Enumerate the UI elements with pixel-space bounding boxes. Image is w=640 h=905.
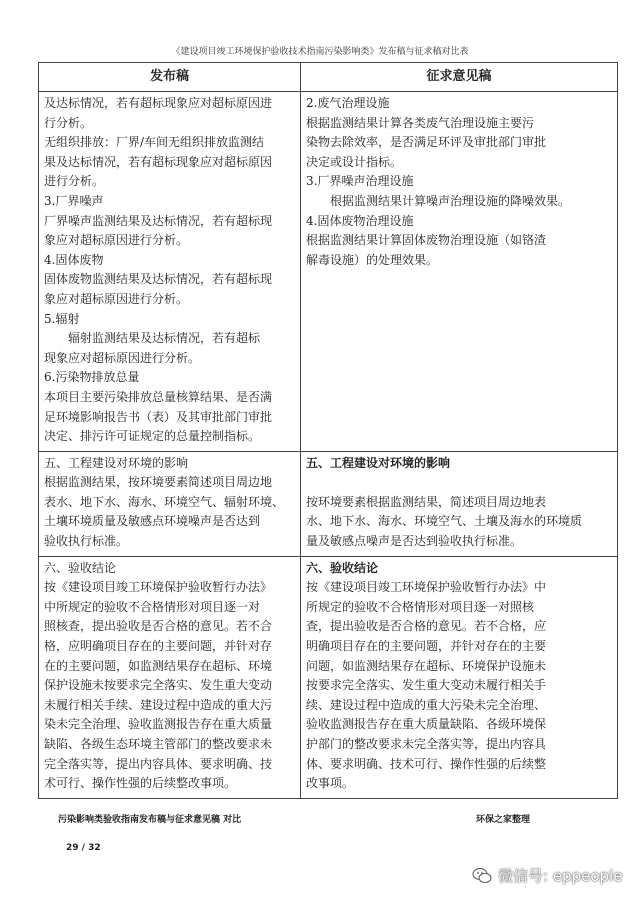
- text-line: 4.固体废物治理设施: [306, 213, 414, 228]
- text-line: 量及敏感点噪声是否达到验收执行标准。: [306, 534, 523, 549]
- text-line: 6.污染物排放总量: [44, 370, 140, 385]
- text-line: 染未完全治理、验收监测报告存在重大质量: [44, 717, 273, 732]
- text-line: [306, 473, 614, 493]
- text-line: 查，提出验收是否合格的意见。若不合格，应: [306, 619, 547, 634]
- column-header-draft: 征求意见稿: [426, 69, 492, 84]
- section-heading: 六、验收结论: [306, 560, 379, 575]
- text-line: 本项目主要污染排放总量核算结果、是否满: [44, 389, 273, 404]
- table-header-row: [39, 63, 617, 91]
- text-line: 保护设施未按要求完全落实、发生重大变动: [44, 678, 273, 693]
- text-line: 表水、地下水、海水、环境空气、辐射环境、: [44, 494, 285, 509]
- text-line: 染物去除效率，是否满足环评及审批部门审批: [306, 135, 547, 150]
- text-line: 固体废物监测结果及达标情况，若有超标现: [44, 272, 273, 287]
- text-line: 体、要求明确、技术可行、操作性强的后续整: [306, 756, 547, 771]
- text-line: 问题，如监测结果存在超标、环境保护设施未: [306, 658, 547, 673]
- text-line: 护部门的整改要求未完全落实等，提出内容具: [306, 737, 547, 751]
- page-header: 《建设项目竣工环境保护验收技术指南污染影响类》发布稿与征求稿对比表: [171, 47, 469, 57]
- text-line: 无组织排放：厂界/车间无组织排放监测结: [44, 135, 265, 150]
- text-line: 格，应明确项目存在的主要问题，并针对存: [44, 639, 273, 654]
- text-line: 及达标情况，若有超标现象应对超标原因进: [44, 96, 273, 110]
- text-line: 现象应对超标原因进行分析。: [44, 350, 201, 365]
- text-line: 验收执行标准。: [44, 534, 129, 549]
- text-line: 所规定的验收不合格情形对项目逐一对照核: [306, 599, 535, 614]
- table-row: [39, 91, 617, 451]
- text-line: 根据监测结果，按环境要素简述项目周边地: [44, 475, 273, 490]
- text-line: 果及达标情况，若有超标现象应对超标原因: [44, 154, 273, 169]
- text-line: 2.废气治理设施: [306, 96, 390, 110]
- text-line: 改事项。: [306, 776, 355, 791]
- text-line: 3.厂界噪声: [44, 193, 104, 208]
- wechat-icon: [472, 866, 492, 886]
- published-cell: [39, 92, 301, 451]
- published-cell: [39, 452, 301, 556]
- footer-credit: 环保之家整理: [476, 815, 531, 825]
- text-line: 行分析。: [44, 115, 93, 130]
- text-line: 4.固体废物: [44, 252, 104, 267]
- table-row: [39, 451, 617, 556]
- text-line: 按要求完全落实、发生重大变动未履行相关手: [306, 678, 547, 693]
- draft-cell: [301, 557, 617, 798]
- text-line: 决定、排污许可证规定的总量控制指标。: [44, 429, 261, 444]
- text-line: 照核查，提出验收是否合格的意见。若不合: [44, 619, 273, 634]
- comparison-table: [38, 62, 618, 799]
- column-header-published: 发布稿: [39, 63, 301, 91]
- text-line: 土壤环境质量及敏感点环境噪声是否达到: [44, 514, 261, 529]
- watermark-text: 微信号: eppeople: [498, 867, 623, 885]
- text-line: 完全落实等，提出内容具体、要求明确、技: [44, 756, 273, 771]
- text-line: 厂界噪声监测结果及达标情况，若有超标现: [44, 213, 273, 228]
- table-body: [39, 91, 617, 798]
- text-line: 按《建设项目竣工环境保护验收暂行办法》中: [306, 580, 547, 595]
- text-line: 水、地下水、海水、环境空气、土壤及海水的环境质: [306, 514, 583, 529]
- page-number: 29 / 32: [66, 843, 101, 853]
- text-line: 按《建设项目竣工环境保护验收暂行办法》: [44, 580, 273, 595]
- text-line: 中所规定的验收不合格情形对项目逐一对: [44, 599, 261, 614]
- wechat-watermark: [472, 865, 622, 886]
- text-line: 解毒设施）的处理效果。: [306, 252, 439, 267]
- section-heading: 五、工程建设对环境的影响: [306, 455, 451, 470]
- text-line: 根据监测结果计算各类废气治理设施主要污: [306, 115, 535, 130]
- text-line: 按环境要素根据监测结果，简述项目周边地表: [306, 494, 547, 509]
- text-line: 续、建设过程中造成的重大污染未完全治理、: [306, 697, 547, 712]
- text-line: 象应对超标原因进行分析。: [44, 291, 189, 306]
- draft-cell: [301, 92, 617, 451]
- text-line: 在的主要问题，如监测结果存在超标、环境: [44, 658, 273, 673]
- text-line: 进行分析。: [44, 174, 105, 189]
- text-line: 缺陷、各级生态环境主管部门的整改要求未: [44, 737, 273, 751]
- text-line: 决定或设计指标。: [306, 154, 403, 169]
- text-line: 六、验收结论: [44, 560, 117, 575]
- published-cell: [39, 557, 301, 798]
- text-line: 象应对超标原因进行分析。: [44, 233, 189, 248]
- table-row: [39, 556, 617, 798]
- text-line: 足环境影响报告书（表）及其审批部门审批: [44, 409, 273, 424]
- text-line: 术可行、操作性强的后续整改事项。: [44, 776, 237, 791]
- text-line: 3.厂界噪声治理设施: [306, 174, 414, 189]
- text-line: 辐射监测结果及达标情况，若有超标: [44, 331, 261, 346]
- text-line: 根据监测结果计算噪声治理设施的降噪效果。: [306, 193, 571, 208]
- footer-title: 污染影响类验收指南发布稿与征求意见稿 对比: [58, 815, 242, 825]
- text-line: 未履行相关手续、建设过程中造成的重大污: [44, 697, 273, 712]
- text-line: 明确项目存在的主要问题，并针对存在的主要: [306, 639, 547, 654]
- text-line: 验收监测报告存在重大质量缺陷、各级环境保: [306, 717, 547, 732]
- text-line: 5.辐射: [44, 311, 80, 326]
- draft-cell: [301, 452, 617, 556]
- text-line: 五、工程建设对环境的影响: [44, 455, 189, 470]
- text-line: 根据监测结果计算固体废物治理设施（如铬渣: [306, 233, 547, 248]
